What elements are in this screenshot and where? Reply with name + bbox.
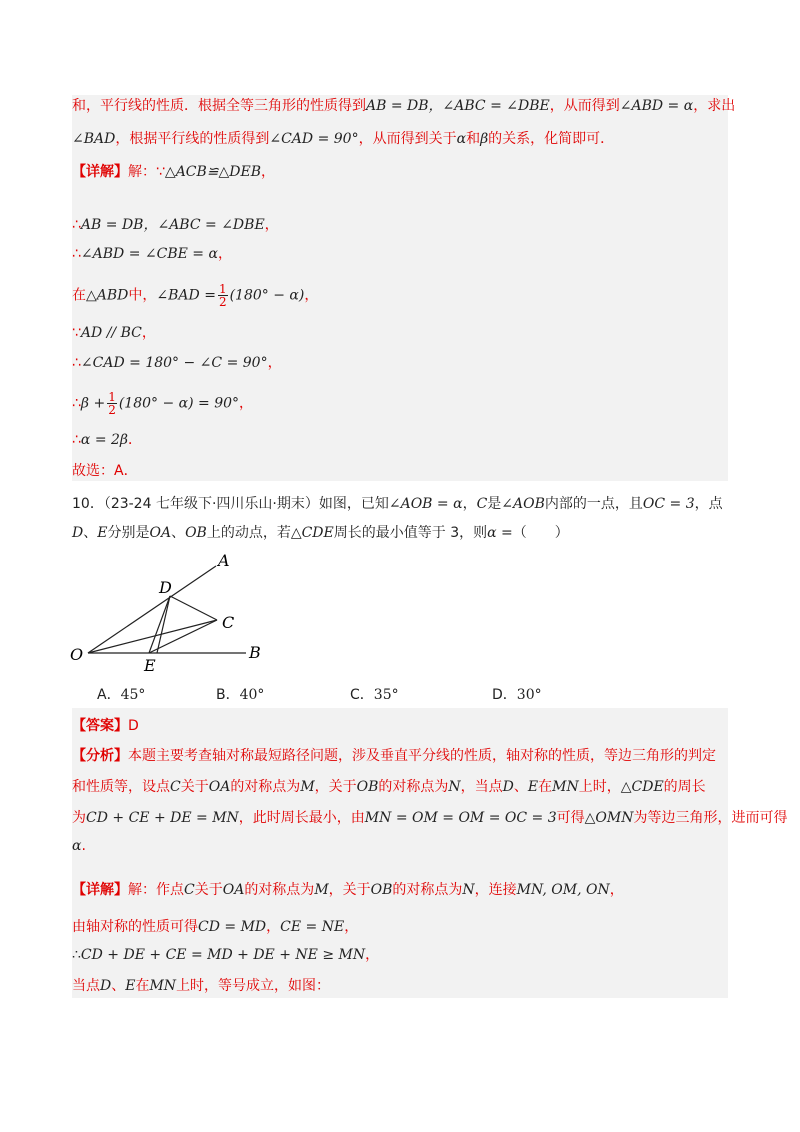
- text: 的对称点为: [392, 882, 463, 898]
- text: 关于: [194, 882, 223, 898]
- option-a[interactable]: [97, 685, 145, 705]
- fraction-denominator: 2: [108, 403, 116, 417]
- s2-line-7: [72, 917, 728, 937]
- text: .: [81, 838, 86, 854]
- math: ∠ABD = ∠CBE = α: [80, 246, 218, 262]
- option-value: 35°: [373, 687, 399, 703]
- math: N: [448, 779, 461, 795]
- text: 上时，: [578, 779, 621, 795]
- math: ∠AOB: [501, 496, 545, 512]
- math: CD = MD: [198, 919, 267, 935]
- math: ∠BAD =: [156, 287, 216, 304]
- text: ，当点: [460, 779, 503, 795]
- text: ，: [365, 947, 380, 963]
- math: ∠BAD: [72, 131, 116, 147]
- label-a: A: [218, 551, 230, 570]
- text: ，: [267, 355, 282, 371]
- text: 当点: [72, 978, 100, 994]
- text: ，从而得到: [549, 98, 620, 114]
- option-label: D．: [492, 687, 517, 703]
- math: OB: [356, 779, 379, 795]
- math: △CDE: [290, 525, 334, 541]
- math: OA: [222, 882, 245, 898]
- option-c[interactable]: [350, 685, 399, 705]
- text: 由轴对称的性质可得: [72, 919, 198, 935]
- s2-line-2: [72, 746, 728, 766]
- s1-line-5: [72, 244, 728, 264]
- therefore-symbol: ∴: [72, 246, 81, 262]
- math: β: [480, 131, 489, 147]
- s2-line-6: [72, 880, 728, 900]
- text: ，: [266, 919, 281, 935]
- math: (180° − α) = 90°: [118, 395, 240, 412]
- text: 、: [83, 525, 98, 541]
- math: α =: [487, 525, 513, 541]
- text: ，连接: [474, 882, 517, 898]
- therefore-symbol: ∴: [72, 395, 81, 412]
- s2-line-8: [72, 945, 728, 965]
- option-value: 45°: [120, 687, 146, 703]
- math: α = 2β: [80, 432, 129, 448]
- detail-tag: 【详解】: [72, 164, 128, 180]
- text: ，: [217, 246, 232, 262]
- math: ∠AOB = α: [388, 496, 463, 512]
- math: MN, OM, ON: [516, 882, 610, 898]
- answer-tag: 【答案】: [72, 718, 128, 734]
- text: ，关于: [314, 779, 357, 795]
- math: △OMN: [584, 810, 634, 826]
- s1-line-6: [72, 283, 728, 308]
- option-d[interactable]: [492, 685, 542, 705]
- s1-line-8: [72, 353, 728, 373]
- text: 、: [111, 978, 126, 994]
- text: ，关于: [328, 882, 371, 898]
- text: 解：: [128, 164, 156, 180]
- therefore-symbol: ∴: [72, 355, 81, 371]
- math: D: [100, 978, 112, 994]
- text: ，: [304, 287, 319, 304]
- math: AB = DB，∠ABC = ∠DBE: [366, 98, 550, 114]
- math: MN: [552, 779, 579, 795]
- s1-line-1: [72, 96, 736, 116]
- math: (180° − α): [229, 287, 305, 304]
- text: ，: [344, 919, 359, 935]
- text: ，根据平行线的性质得到: [115, 131, 270, 147]
- s1-line-4: [72, 215, 728, 235]
- text: 本题主要考查轴对称最短路径问题，涉及垂直平分线的性质，轴对称的性质，等边三角形的判定: [128, 748, 716, 764]
- math: OB: [185, 525, 207, 541]
- text: 和: [466, 131, 481, 147]
- text: ，: [239, 395, 254, 412]
- math: CD + DE + CE = MD + DE + NE ≥ MN: [80, 947, 366, 963]
- text: 分别是: [107, 525, 150, 541]
- math: C: [184, 882, 195, 898]
- text: 关于: [180, 779, 209, 795]
- math: △ACB≌△DEB: [164, 164, 262, 180]
- math: E: [527, 779, 539, 795]
- math: N: [462, 882, 475, 898]
- text: ，此时周长最小，由: [238, 810, 365, 826]
- text: 中，: [128, 287, 157, 304]
- option-label: B．: [216, 687, 240, 703]
- therefore-symbol: ∴: [72, 432, 81, 448]
- math: AD // BC: [80, 325, 142, 341]
- math: △ABD: [86, 287, 129, 304]
- text: 解：作点: [128, 882, 184, 898]
- label-d: D: [159, 578, 172, 597]
- text: 的关系，化简即可．: [488, 131, 615, 147]
- math: C: [170, 779, 181, 795]
- s1-line-10: [72, 430, 728, 450]
- math: α: [72, 838, 82, 854]
- math: M: [314, 882, 329, 898]
- math: ∠CAD = 180° − ∠C = 90°: [80, 355, 268, 371]
- option-label: C．: [350, 687, 374, 703]
- math: D: [72, 525, 84, 541]
- fraction-numerator: 1: [218, 282, 227, 296]
- math: AB = DB，∠ABC = ∠DBE: [80, 217, 265, 233]
- text: （ ）: [512, 525, 569, 541]
- text: 上的动点，若: [206, 525, 291, 541]
- text: 内部的一点，且: [544, 496, 643, 512]
- s1-line-11: [72, 461, 728, 481]
- s1-line-9: [72, 391, 728, 416]
- s1-line-7: [72, 323, 728, 343]
- math: ∠ABD = α: [619, 98, 694, 114]
- text: ，从而得到关于: [358, 131, 457, 147]
- label-c: C: [222, 613, 235, 632]
- text: 在: [538, 779, 553, 795]
- text: 在: [135, 978, 150, 994]
- fraction-numerator: 1: [108, 390, 116, 404]
- s1-line-2: [72, 129, 728, 149]
- text: 周长的最小值等于 3，则: [333, 525, 488, 541]
- text: ，: [609, 882, 624, 898]
- s2-line-9: [72, 976, 728, 996]
- text: ，: [261, 164, 276, 180]
- math: C: [476, 496, 488, 512]
- option-b[interactable]: [216, 685, 264, 705]
- text: 的对称点为: [230, 779, 301, 795]
- text: ．: [128, 432, 143, 448]
- s1-line-3: [72, 162, 728, 182]
- label-b: B: [249, 643, 261, 662]
- math: E: [125, 978, 136, 994]
- math: CD + CE + DE = MN: [86, 810, 239, 826]
- option-label: A．: [97, 687, 121, 703]
- option-value: 30°: [516, 687, 542, 703]
- fraction-denominator: 2: [218, 295, 227, 309]
- math: MN = OM = OM = OC = 3: [364, 810, 557, 826]
- option-value: 40°: [239, 687, 265, 703]
- q10-line-1: [72, 494, 728, 514]
- math: OC = 3: [642, 496, 695, 512]
- label-o: O: [70, 645, 84, 664]
- math: MN: [149, 978, 177, 994]
- s2-line-1: [72, 716, 728, 736]
- math: D: [502, 779, 514, 795]
- math: OB: [370, 882, 393, 898]
- text: ，: [462, 496, 477, 512]
- because-symbol: ∵: [72, 325, 81, 341]
- detail-tag: 【详解】: [72, 882, 128, 898]
- fraction: [107, 391, 117, 416]
- analysis-tag: 【分析】: [72, 748, 128, 764]
- s2-line-3: [72, 777, 728, 797]
- math: ∠CAD = 90°: [269, 131, 359, 147]
- therefore-symbol: ∴: [72, 217, 81, 233]
- text: 为: [72, 810, 86, 826]
- text: ，求出: [693, 98, 736, 114]
- text: 的对称点为: [244, 882, 315, 898]
- math: △CDE: [620, 779, 664, 795]
- text: 可得: [556, 810, 585, 826]
- text: 在: [72, 287, 86, 304]
- label-e: E: [144, 656, 156, 675]
- segment-dc: [170, 596, 217, 620]
- therefore-symbol: ∴: [72, 947, 81, 963]
- text: ，: [141, 325, 156, 341]
- text: 和性质等，设点: [72, 779, 170, 795]
- answer-choice: 故选：A．: [72, 463, 138, 479]
- math: OA: [208, 779, 231, 795]
- s2-line-5: [72, 836, 728, 856]
- text: 上时，等号成立，如图：: [176, 978, 331, 994]
- text: ，点: [694, 496, 723, 512]
- s2-line-4: [72, 808, 788, 828]
- math: β +: [80, 395, 106, 412]
- text: 、: [513, 779, 528, 795]
- text: 、: [171, 525, 186, 541]
- text: 是: [487, 496, 502, 512]
- math: α: [456, 131, 467, 147]
- segment-oc: [88, 620, 217, 653]
- text: 为等边三角形，进而可得: [633, 810, 788, 826]
- math: OA: [149, 525, 172, 541]
- math: CE = NE: [280, 919, 345, 935]
- fraction: [218, 283, 228, 308]
- q10-line-2: [72, 523, 728, 543]
- because-symbol: ∵: [156, 164, 165, 180]
- text: 的对称点为: [378, 779, 449, 795]
- text: 的周长: [663, 779, 706, 795]
- geometry-figure: [60, 548, 280, 678]
- math: M: [300, 779, 315, 795]
- question-number: 10．（23-24 七年级下·四川乐山·期末）如图，已知: [72, 496, 389, 512]
- text: ，: [264, 217, 279, 233]
- math: E: [97, 525, 108, 541]
- text: 和，平行线的性质．根据全等三角形的性质得到: [72, 98, 366, 114]
- answer-value: D: [128, 718, 139, 734]
